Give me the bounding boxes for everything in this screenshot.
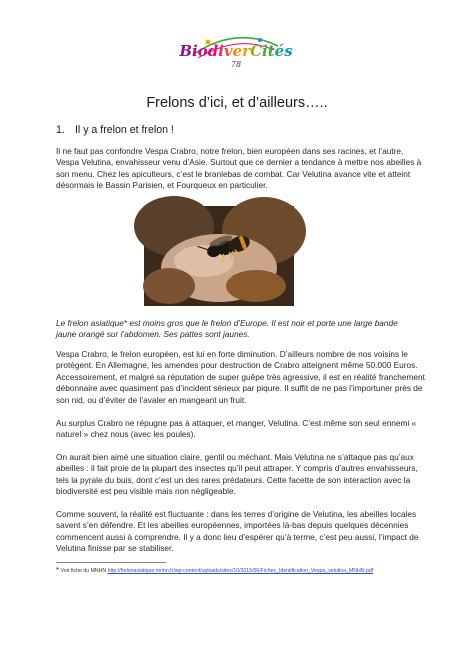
section-number: 1. (56, 124, 65, 136)
paragraph-predator: Au surplus Crabro ne répugne pas à attaquer, et manger, Velutina. C’est même son seul ennemi « naturel » chez nous (avec les poules). (56, 418, 417, 440)
logo-number: 78 (230, 60, 242, 69)
footnote (56, 567, 376, 575)
section-title: Il y a frelon et frelon ! (74, 124, 174, 136)
hornet-photo (144, 206, 294, 306)
document-title: Frelons d’ici, et d’ailleurs….. (146, 95, 328, 111)
photo-caption: Le frelon asiatique* est moins gros que le frelon d’Europe. Il est noir et porte une large bande jaune orangé sur l’abdomen. Ses pattes sont jaunes. (56, 318, 398, 340)
biodivercites-logo (179, 32, 293, 70)
footnote-marker: * (56, 566, 60, 575)
footnote-prefix: Voir fiche du MNHN (60, 568, 107, 574)
footnote-rule (56, 562, 166, 563)
paragraph-velutina: On aurait bien aimé une situation claire, gentil ou méchant. Mais Velutina ne s’attaque pas qu’aux abeilles : il fait proie de la plupart des insectes qu’il peut attraper. Y compris d’autres envahisseurs, tels la pyrale du buis, dont c’est un des rares prédateurs. Cette facette de son interaction avec la biodiversité est peu visible mais non négligeable. (56, 452, 418, 497)
paragraph-intro: Il ne faut pas confondre Vespa Crabro, notre frelon, bien européen dans ses racines, et l’autre, Vespa Velutina, envahisseur venu d’Asie. Surtout que ce dernier a tendance à mettre nos abeilles à son menu. Chez les apiculteurs, c’est le branlebas de combat. Car Velutina avance vite et atteint désormais le Bassin Parisien, et Fourqueux en particulier. (56, 146, 422, 191)
section-heading (56, 124, 174, 136)
logo-text: BiodiverCités (179, 42, 293, 60)
paragraph-conclusion: Comme souvent, la réalité est fluctuante : dans les terres d’origine de Velutina, les abeilles locales savent s’en défendre. Et les abeilles européennes, importées là-bas depuis quelques décennies commencent aussi à comprendre. Il y a donc lieu d’espérer qu’à terme, c’est peu aussi, l’impact de Velutina finisse par se stabiliser. (56, 509, 419, 554)
footnote-link[interactable]: http://frelonasiatique.mnhn.fr/wp-content/uploads/sites/10/2015/06/Fiches_Identification_Vespa_velutina_MNHN.pdf (107, 568, 374, 574)
paragraph-crabro: Vespa Crabro, le frelon européen, est lui en forte diminution. D’ailleurs nombre de nos voisins le protègent. En Allemagne, les amendes pour destruction de Crabro atteignent même 50.000 Euros. Accessoirement, et malgré sa réputation de super guêpe très agressive, il est en réalité franchement débonnaire avec quasiment pas d’incident sérieux par piqure. Il suffit de ne pas l’importuner près de son nid, ou d’éviter de l’avaler en mangeant un fruit. (56, 349, 425, 405)
